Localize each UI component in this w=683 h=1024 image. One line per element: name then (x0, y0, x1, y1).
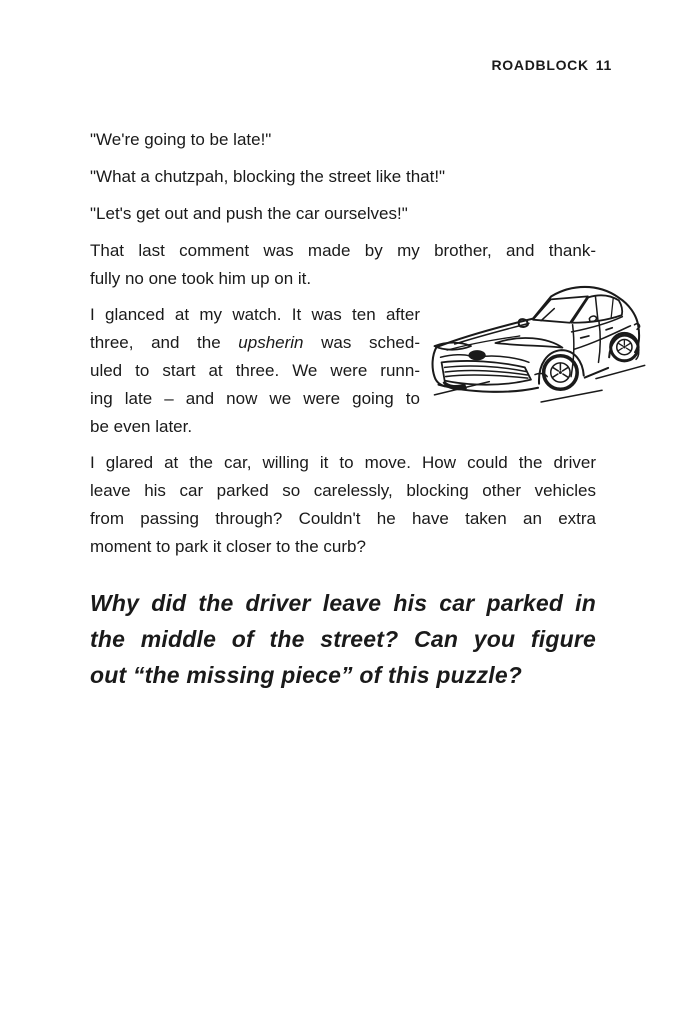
text-line (90, 329, 420, 357)
paragraph-brother (90, 237, 596, 293)
text-segment: was sched- (321, 333, 420, 352)
chapter-title: ROADBLOCK (491, 57, 589, 73)
dialogue-line-1: "We're going to be late!" (90, 130, 272, 149)
question-line: Why did the driver leave his car parked in (90, 590, 596, 616)
paragraph-watch (90, 301, 420, 441)
text-line: leave his car parked so carelessly, blocking other vehicles (90, 481, 596, 500)
text-line: ing late – and now we were going to (90, 389, 420, 408)
text-line: I glared at the car, willing it to move. How could the driver (90, 453, 596, 472)
page-number: 11 (595, 57, 612, 73)
dialogue-line-2: "What a chutzpah, blocking the street like that!" (90, 167, 446, 186)
page-content (90, 126, 596, 693)
text-line: fully no one took him up on it. (90, 269, 312, 288)
running-header (492, 57, 613, 73)
italic-term: upsherin (238, 333, 304, 352)
text-line: moment to park it closer to the curb? (90, 537, 366, 556)
puzzle-question (90, 585, 596, 693)
paragraph-glared (90, 449, 596, 561)
question-line: the middle of the street? Can you figure (90, 626, 596, 652)
text-line: from passing through? Couldn't he have taken an extra (90, 509, 596, 528)
text-line: I glanced at my watch. It was ten after (90, 305, 420, 324)
car-wheel-rear (611, 333, 638, 360)
text-line: That last comment was made by my brother, and thank- (90, 241, 596, 260)
text-segment: three, and the (90, 333, 221, 352)
text-line: be even later. (90, 417, 193, 436)
question-line: out “the missing piece” of this puzzle? (90, 662, 523, 688)
dialogue-line-3: "Let's get out and push the car ourselves!" (90, 204, 408, 223)
text-line: uled to start at three. We were runn- (90, 361, 420, 380)
